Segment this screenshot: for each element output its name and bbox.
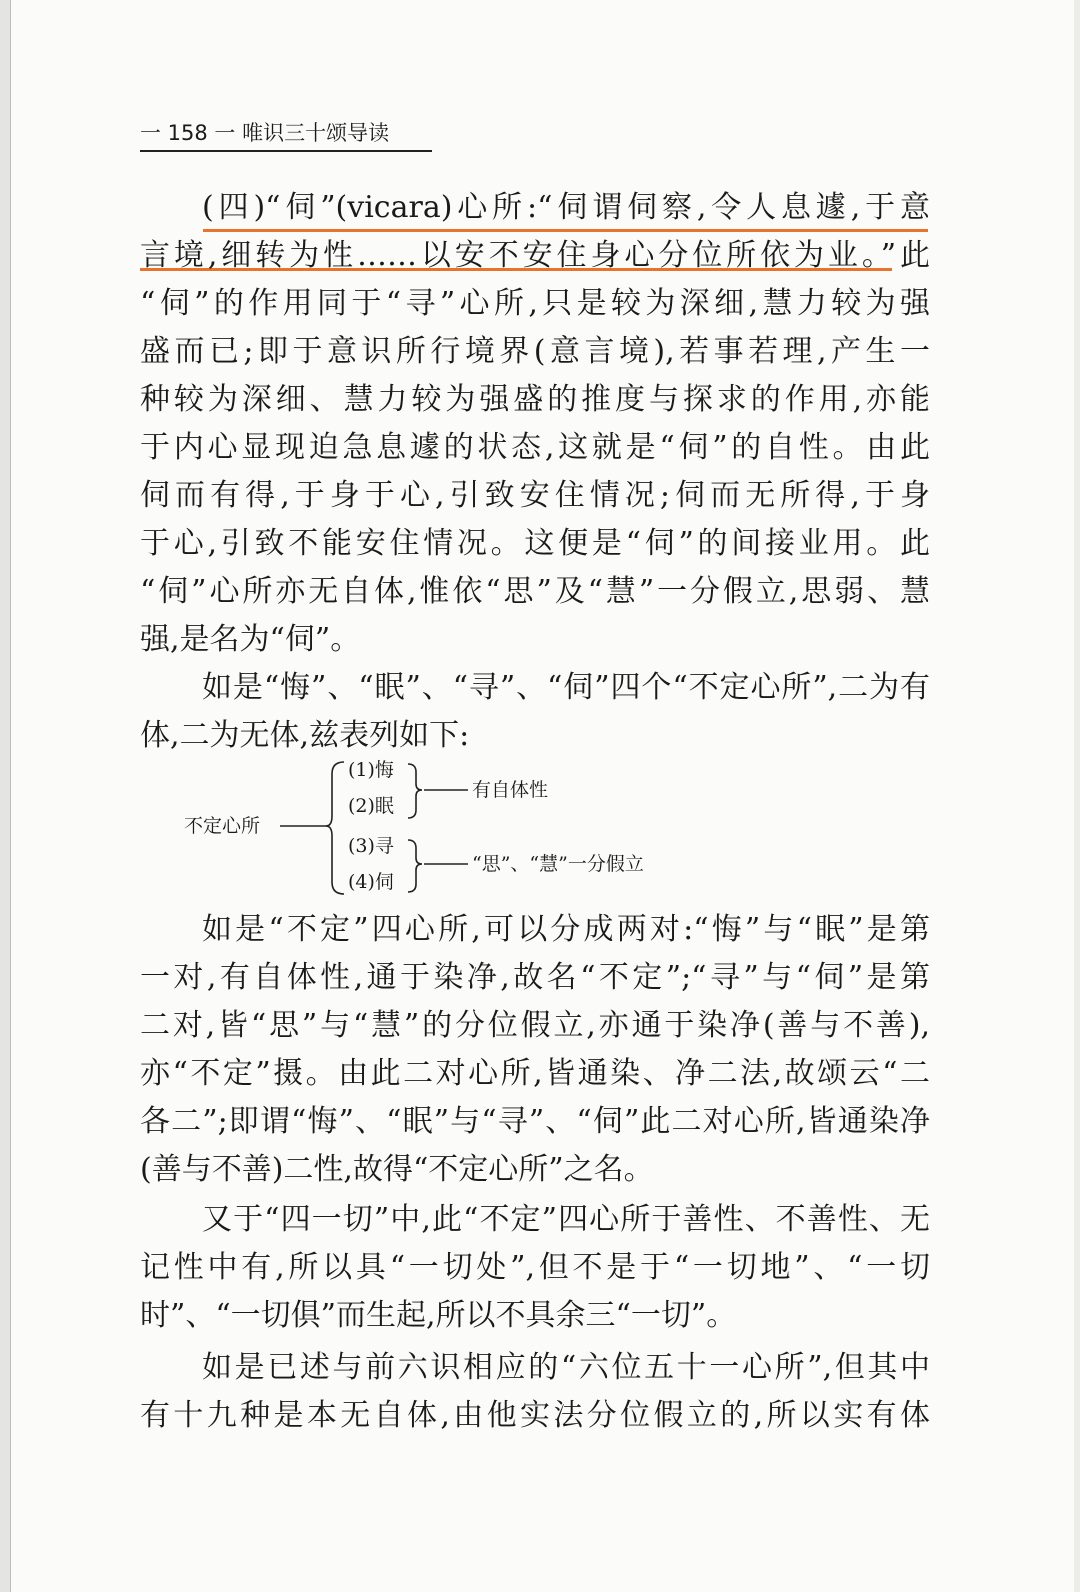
diagram-item-3: (3)寻 [348,835,394,857]
diagram-root: 不定心所 [184,815,261,837]
text-line: 如是已述与前六识相应的“六位五十一心所”,但其中 [202,1350,930,1385]
text-line: 有十九种是本无自体,由他实法分位假立的,所以实有体 [140,1398,930,1433]
text-line: 伺而有得,于身于心,引致安住情况;伺而无所得,于身 [140,478,930,513]
running-header: 一 158 一 唯识三十颂导读 [140,121,390,145]
diagram-item-4: (4)伺 [348,871,394,893]
text-line: 记性中有,所以具“一切处”,但不是于“一切地”、“一切 [140,1250,930,1285]
text-line: 又于“四一切”中,此“不定”四心所于善性、不善性、无 [202,1202,930,1237]
text-line: 于内心显现迫急息遽的状态,这就是“伺”的自性。由此 [140,430,930,465]
diagram-item-2: (2)眠 [348,795,394,817]
text-line: 于心,引致不能安住情况。这便是“伺”的间接业用。此 [140,526,930,561]
text-line: 言境,细转为性……以安不安住身心分位所依为业。”此 [140,238,930,273]
text-line: “伺”的作用同于“寻”心所,只是较为深细,慧力较为强 [140,286,930,321]
text-line: “伺”心所亦无自体,惟依“思”及“慧”一分假立,思弱、慧 [140,574,930,609]
classification-diagram [180,758,700,898]
text-line: 种较为深细、慧力较为强盛的推度与探求的作用,亦能 [140,382,930,417]
text-line: (善与不善)二性,故得“不定心所”之名。 [140,1152,654,1187]
text-line: 一对,有自体性,通于染净,故名“不定”;“寻”与“伺”是第 [140,960,930,995]
header-rule [140,150,432,152]
highlight-underline [203,229,928,232]
text-line: 时”、“一切俱”而生起,所以不具余三“一切”。 [140,1298,737,1333]
text-line: 盛而已;即于意识所行境界(意言境),若事若理,产生一 [140,334,930,369]
diagram-item-1: (1)悔 [348,759,394,781]
text-line: 体,二为无体,兹表列如下: [140,718,470,753]
text-line: 二对,皆“思”与“慧”的分位假立,亦通于染净(善与不善), [140,1008,930,1043]
diagram-group-label-1: 有自体性 [472,779,549,801]
page-left-edge [0,0,11,1592]
text-line: 如是“悔”、“眠”、“寻”、“伺”四个“不定心所”,二为有 [202,670,930,705]
text-line: 各二”;即谓“悔”、“眠”与“寻”、“伺”此二对心所,皆通染净 [140,1104,930,1139]
text-line: 如是“不定”四心所,可以分成两对:“悔”与“眠”是第 [202,912,930,947]
diagram-group-label-2: “思”、“慧”一分假立 [472,853,644,875]
text-line: 强,是名为“伺”。 [140,622,361,657]
text-line: 亦“不定”摄。由此二对心所,皆通染、净二法,故颂云“二 [140,1056,930,1091]
text-line: (四)“伺”(vicara)心所:“伺谓伺察,令人息遽,于意 [202,190,930,225]
page-right-edge [1074,0,1080,1592]
